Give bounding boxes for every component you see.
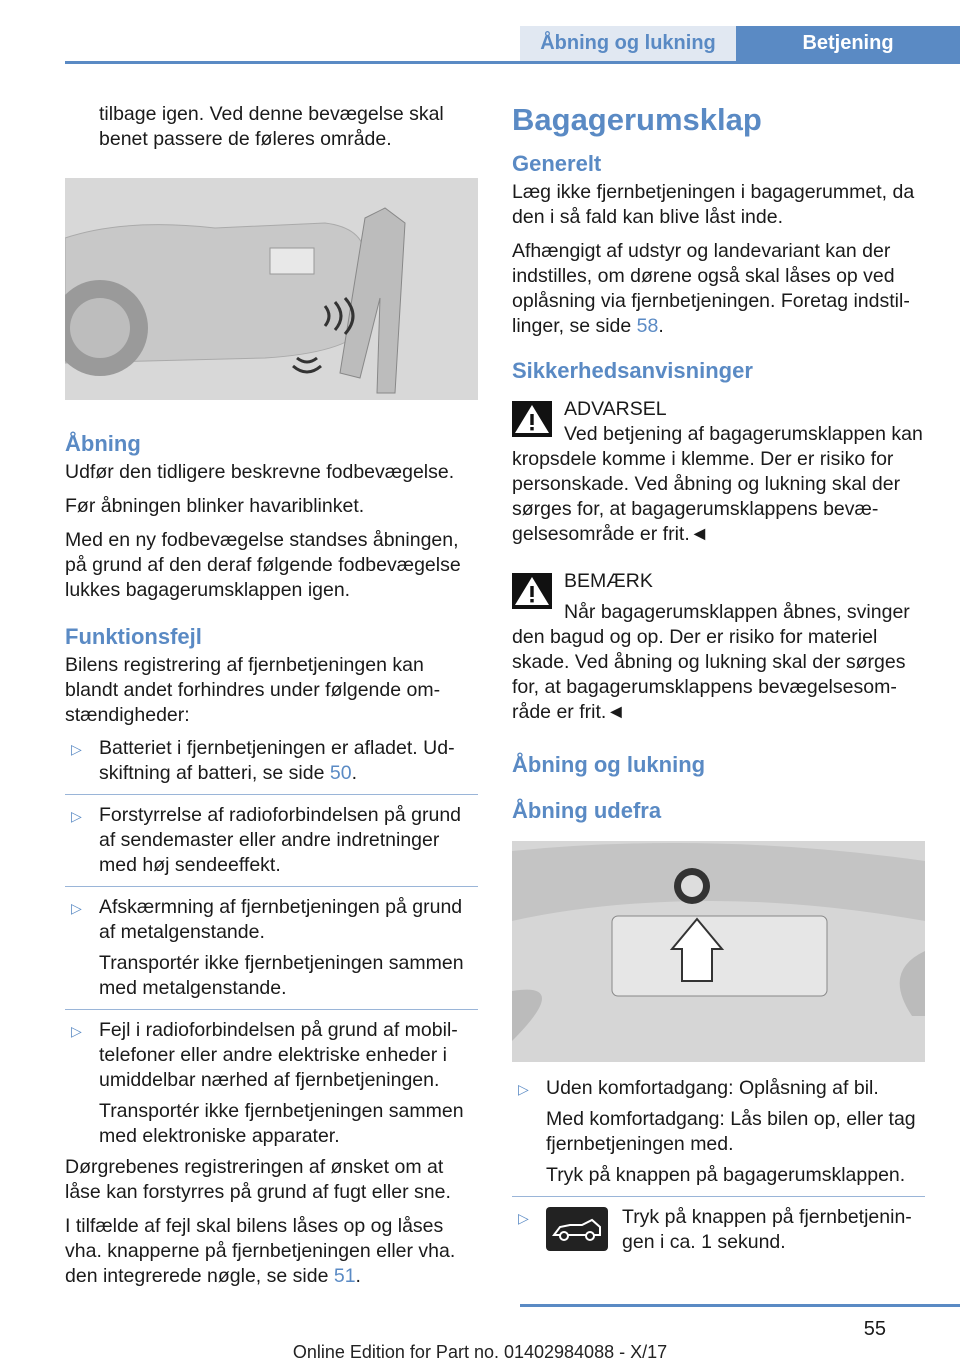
list-item-text: Uden komfortadgang: Oplåsning af bil. xyxy=(546,1077,879,1099)
triangle-right-icon: ▷ xyxy=(71,741,82,757)
list-item-text: Tryk på knappen på fjernbetjeningen i ca. 1 sekund. xyxy=(622,1206,912,1253)
right-column xyxy=(512,102,925,1271)
list-item-text: Batteriet i fjernbetjeningen er afladet. Udskiftning af batteri, se side xyxy=(99,737,455,784)
door-handle-para: Dørgrebenes registreringen af ønsket om at låse kan forstyrres på grund af fugt eller sne. xyxy=(65,1156,451,1203)
foot-gesture-illustration xyxy=(65,178,478,400)
intro-text: tilbage igen. Ved denne bevægelse skal benet passere de føleres område. xyxy=(99,103,444,150)
footer-rule xyxy=(520,1304,960,1307)
page-number: 55 xyxy=(863,1318,886,1340)
list-item-subtext: Med komfortadgang: Lås bilen op, eller tag fjernbetjeningen med. xyxy=(546,1108,916,1155)
car-trunk-remote-icon xyxy=(546,1207,608,1251)
malfunction-list xyxy=(65,736,478,1155)
list-item-subtext: Transportér ikke fjernbetjeningen sammen med metalgenstande. xyxy=(99,952,464,999)
general-para-2: Afhængigt af udstyr og landevariant kan der indstilles, om dørene også skal låses op ved oplåsning via fjernbetjeningen. Foretag indstillinger, se side 58. xyxy=(512,240,910,337)
opening-para-2: Før åbningen blinker havariblinket. xyxy=(65,495,365,517)
warning-triangle-icon xyxy=(512,401,552,437)
notice-box xyxy=(512,569,925,725)
list-item-text: Afskærmning af fjernbetjeningen på grund af metalgenstande. xyxy=(99,896,463,943)
page-link-58[interactable]: 58 xyxy=(636,315,659,337)
opening-steps-list xyxy=(512,1076,925,1263)
list-item-subtext: Transportér ikke fjernbetjeningen sammen med elektroniske apparater. xyxy=(99,1100,464,1147)
heading-malfunction: Funktionsfejl xyxy=(65,624,202,649)
notice-text: Når bagagerumsklappen åbnes, svinger den bagud og op. Der er risiko for materiel skade. Ved åbning og lukning skal der sørges for, at bagagerumsklappens bevægelsesområde er frit.◄ xyxy=(512,601,910,723)
header-chapter: Betjening xyxy=(736,26,960,61)
list-item xyxy=(65,895,478,1010)
general-para-1: Læg ikke fjernbetjeningen i bagagerummet, da den i så fald kan blive låst inde. xyxy=(512,181,915,228)
page-link-51[interactable]: 51 xyxy=(333,1265,356,1287)
warning-title: ADVARSEL xyxy=(564,398,667,420)
triangle-right-icon: ▷ xyxy=(71,1023,82,1039)
triangle-right-icon: ▷ xyxy=(518,1210,529,1226)
list-item xyxy=(65,1018,478,1155)
notice-title: BEMÆRK xyxy=(564,570,653,592)
page-title: Bagagerumsklap xyxy=(512,102,762,137)
opening-para-3: Med en ny fodbevægelse standses åbningen, på grund af den deraf følgende fodbevægelse lukkes bagagerumsklappen igen. xyxy=(65,529,461,601)
trunk-button-illustration xyxy=(512,841,925,1062)
footer-edition: Online Edition for Part no. 01402984088 - X/17 xyxy=(292,1342,668,1362)
malfunction-para: Bilens registrering af fjernbetjeningen kan blandt andet forhindres under følgende omstændigheder: xyxy=(65,654,441,726)
list-item xyxy=(512,1076,925,1197)
list-item xyxy=(65,803,478,887)
header-rule xyxy=(65,61,960,64)
heading-opening: Åbning xyxy=(65,431,141,456)
list-item: ▷ Batteriet i fjernbetjeningen er afladet. Udskiftning af batteri, se side 50. xyxy=(65,736,478,795)
triangle-right-icon: ▷ xyxy=(71,900,82,916)
warning-triangle-icon xyxy=(512,573,552,609)
warning-text: Ved betjening af bagagerumsklappen kan kropsdele komme i klemme. Der er risiko for personskade. Ved åbning og lukning skal der sørges for, at bagagerumsklappens bevægelsesområde er frit.◄ xyxy=(512,423,923,545)
heading-general: Generelt xyxy=(512,151,602,176)
triangle-right-icon: ▷ xyxy=(518,1081,529,1097)
left-column xyxy=(65,102,478,1298)
heading-open-outside: Åbning udefra xyxy=(512,798,662,823)
fault-para: I tilfælde af fejl skal bilens låses op og låses vha. knapperne på fjernbetjeningen eller vha. den integrerede nøgle, se side 51. xyxy=(65,1215,456,1287)
list-item-subtext: Tryk på knappen på bagagerumsklappen. xyxy=(546,1164,906,1186)
list-item xyxy=(512,1205,925,1263)
list-item-text: Forstyrrelse af radioforbindelsen på grund af sendemaster eller andre indretninger med høj sendeeffekt. xyxy=(99,804,462,876)
heading-safety: Sikkerhedsanvisninger xyxy=(512,358,753,383)
triangle-right-icon: ▷ xyxy=(71,808,82,824)
heading-open-close: Åbning og lukning xyxy=(512,752,706,777)
opening-para-1: Udfør den tidligere beskrevne fodbevægelse. xyxy=(65,461,455,483)
warning-box xyxy=(512,397,925,547)
header-section: Åbning og lukning xyxy=(520,26,736,61)
list-item-text: Fejl i radioforbindelsen på grund af mobiltelefoner eller andre elektriske enheder i umiddelbar nærhed af fjernbetjeningen. xyxy=(99,1019,458,1091)
page-link-50[interactable]: 50 xyxy=(329,762,352,784)
